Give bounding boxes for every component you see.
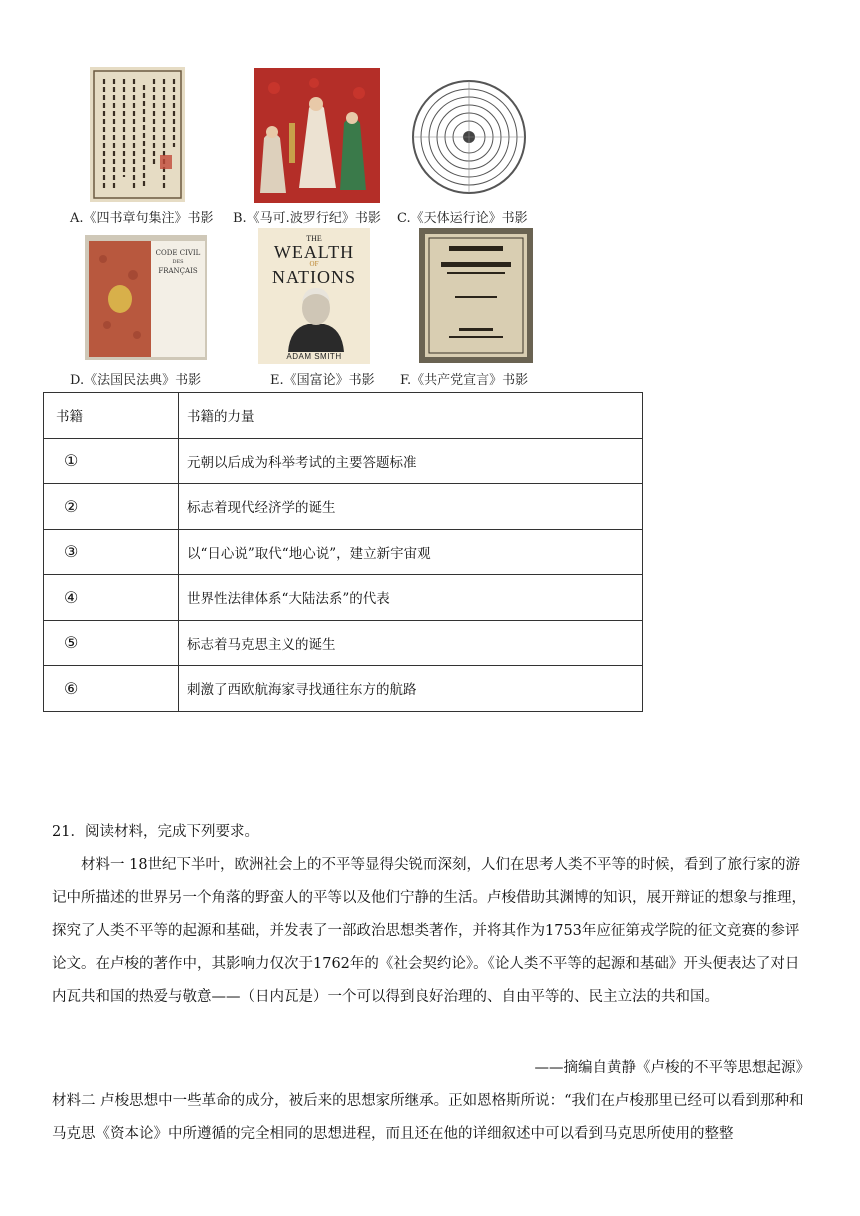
books-table: [43, 392, 643, 712]
row-text: 标志着现代经济学的诞生: [179, 484, 643, 530]
figure-b-caption: B.《马可.波罗行纪》书影: [233, 211, 381, 226]
table-row: [44, 575, 643, 621]
question-heading: 21．阅读材料，完成下列要求。: [52, 824, 259, 840]
manifesto-title-page-illustration: [419, 228, 533, 363]
material-two: 材料二 卢梭思想中一些革命的成分，被后来的思想家所继承。正如恩格斯所说：“我们在卢梭那里已经可以看到那种和马克思《资本论》中所遵循的完全相同的思想进程，而且还在他的详细叙述中可以看到马克思所使用的整整: [52, 1093, 804, 1142]
table-row: [44, 438, 643, 484]
row-text: 世界性法律体系“大陆法系”的代表: [179, 575, 643, 621]
wealth-title: THE WEALTH OF NATIONS: [271, 234, 356, 287]
table-header-books: 书籍: [44, 393, 179, 439]
figure-e-caption: E.《国富论》书影: [270, 373, 375, 388]
figure-e-image: [258, 228, 370, 364]
table-row: [44, 484, 643, 530]
figure-f-caption: F.《共产党宣言》书影: [400, 373, 529, 388]
figure-c-caption: C.《天体运行论》书影: [397, 211, 528, 226]
table-row: [44, 666, 643, 712]
figure-d-caption: D.《法国民法典》书影: [70, 373, 202, 388]
figure-c-image: [409, 70, 529, 204]
figure-a-caption: A.《四书章句集注》书影: [70, 211, 214, 226]
figure-a-image: [90, 67, 185, 202]
figure-b-image: [254, 68, 380, 203]
heliocentric-diagram-illustration: [409, 70, 529, 204]
row-number: ②: [64, 496, 79, 516]
table-row: [44, 620, 643, 666]
code-civil-title: CODE CIVIL DES FRANÇAIS: [155, 249, 201, 275]
table-header-power: 书籍的力量: [179, 393, 643, 439]
row-text: 元朝以后成为科举考试的主要答题标准: [179, 438, 643, 484]
row-number: ④: [64, 587, 79, 607]
row-text: 以“日心说”取代“地心说”，建立新宇宙观: [179, 529, 643, 575]
woodblock-page-illustration: [90, 67, 185, 202]
material-one-source: ——摘编自黄静《卢梭的不平等思想起源》: [534, 1060, 810, 1076]
figure-f-image: [419, 228, 533, 363]
row-number: ⑤: [64, 633, 79, 653]
wealth-author: ADAM SMITH: [286, 352, 342, 361]
miniature-painting-illustration: [254, 68, 380, 203]
row-number: ③: [64, 542, 79, 562]
table-header-row: [44, 393, 643, 439]
row-number: ⑥: [64, 678, 79, 698]
row-number: ①: [64, 451, 79, 471]
row-text: 刺激了西欧航海家寻找通往东方的航路: [179, 666, 643, 712]
portrait-illustration: [258, 228, 370, 364]
table-row: [44, 529, 643, 575]
row-text: 标志着马克思主义的诞生: [179, 620, 643, 666]
figure-d-image: [85, 235, 207, 360]
material-one: 材料一 18世纪下半叶，欧洲社会上的不平等显得尖锐而深刻，人们在思考人类不平等的时候，看到了旅行家的游记中所描述的世界另一个角落的野蛮人的平等以及他们宁静的生活。卢梭借助其渊博的知识，展开辩证的想象与推理，探究了人类不平等的起源和基础，并发表了一部政治思想类著作，并将其作为1753年应征第戎学院的征文竞赛的参评论文。在卢梭的著作中，其影响力仅次于1762年的《社会契约论》。《论人类不平等的起源和基础》开头便表达了对日内瓦共和国的热爱与敬意——（日内瓦是）一个可以得到良好治理的、自由平等的、民主立法的共和国。: [52, 857, 806, 1005]
